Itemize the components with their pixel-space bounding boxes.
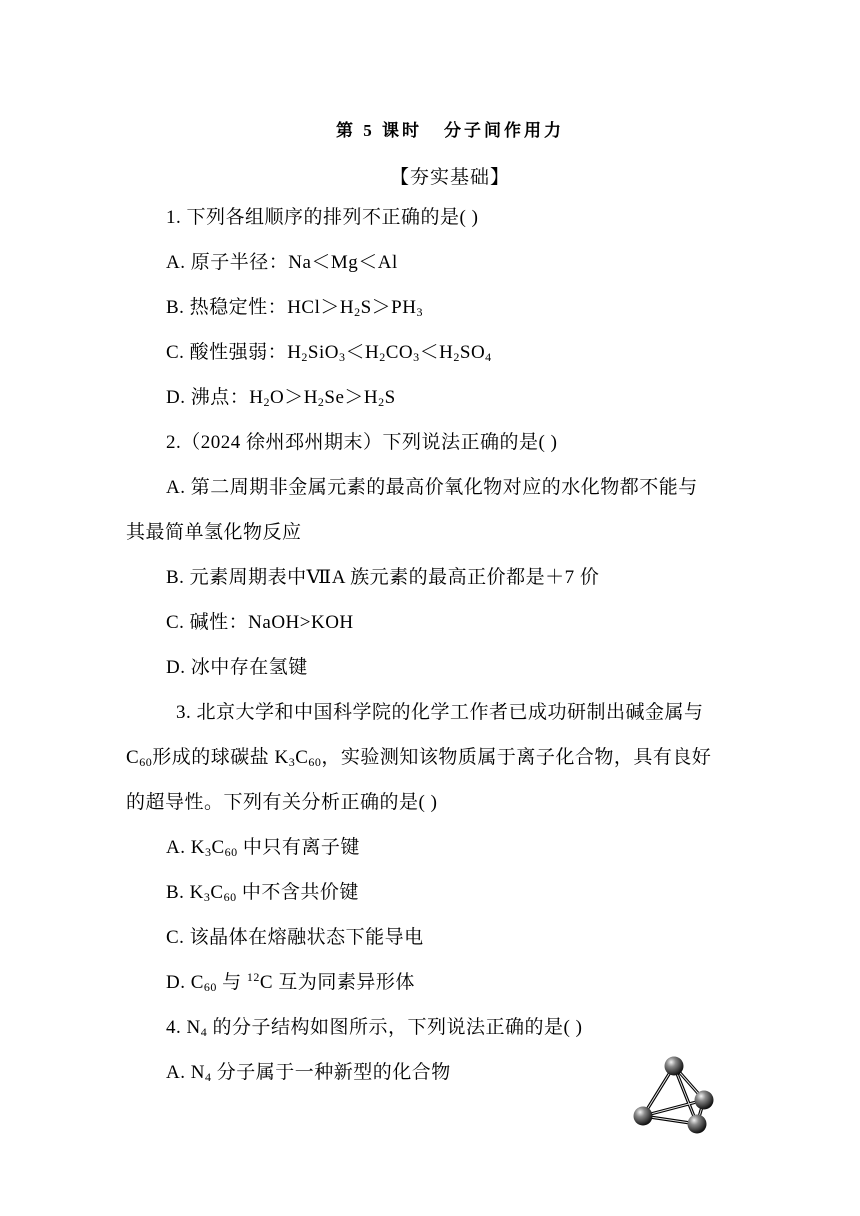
q3-option-a: A. $K_3C_{60}$ 中只有离子键 bbox=[166, 837, 360, 859]
q2-option-a-line1: A. 第二周期非金属元素的最高价氧化物对应的水化物都不能与 bbox=[166, 477, 698, 498]
q2-source: （2024 徐州邳州期末） bbox=[181, 432, 383, 453]
q4-option-a: A. $N_4$ 分子属于一种新型的化合物 bbox=[166, 1062, 451, 1084]
q4-stem: 4. $N_4$ 的分子结构如图所示，下列说法正确的是( ) bbox=[166, 1017, 583, 1039]
nitrogen-atom bbox=[695, 1091, 714, 1110]
q2-option-a-line2: 其最简单氢化物反应 bbox=[126, 522, 302, 543]
q3-option-b: B. $K_3C_{60}$ 中不含共价键 bbox=[166, 882, 359, 904]
section-heading: 【夯实基础】 bbox=[389, 167, 510, 188]
q3-option-d: D. $C_{60}$ 与 $^{12}$C 互为同素异形体 bbox=[166, 970, 415, 994]
q3-stem-line3: 的超导性。下列有关分析正确的是( ) bbox=[126, 792, 438, 813]
lesson-number: 第 5 课时 bbox=[336, 121, 422, 140]
lesson-topic: 分子间作用力 bbox=[444, 121, 564, 140]
q3-option-c: C. 该晶体在熔融状态下能导电 bbox=[166, 927, 424, 948]
q1-option-b: B. 热稳定性：$HCl>H_2S>PH_3$ bbox=[166, 297, 423, 319]
q3-stem-line1: 3. 北京大学和中国科学院的化学工作者已成功研制出碱金属与 bbox=[176, 702, 704, 723]
q2-option-d: D. 冰中存在氢键 bbox=[166, 657, 308, 678]
q1-option-c: C. 酸性强弱：$H_2SiO_3<H_2CO_3<H_2SO_4$ bbox=[166, 342, 492, 364]
q1-option-d: D. 沸点：$H_2O>H_2Se>H_2S$ bbox=[166, 387, 396, 409]
q1-option-a: A. 原子半径：Na＜Mg＜Al bbox=[166, 252, 398, 273]
q3-stem-line2: $C_{60}$形成的球碳盐 $K_3C_{60}$，实验测知该物质属于离子化合物，具有良好 bbox=[126, 747, 712, 769]
nitrogen-atom bbox=[665, 1057, 684, 1076]
nitrogen-atom bbox=[634, 1107, 653, 1126]
q2-option-c: C. 碱性：NaOH>KOH bbox=[166, 612, 354, 633]
q2-stem: 2.（2024 徐州邳州期末）下列说法正确的是( ) bbox=[166, 432, 558, 453]
q2-option-b: B. 元素周期表中ⅦA 族元素的最高正价都是＋7 价 bbox=[166, 567, 600, 588]
q1-stem: 1. 下列各组顺序的排列不正确的是( ) bbox=[166, 207, 479, 228]
nitrogen-atom bbox=[688, 1115, 707, 1134]
page-title bbox=[0, 116, 860, 141]
n4-molecule-diagram bbox=[626, 1050, 726, 1140]
